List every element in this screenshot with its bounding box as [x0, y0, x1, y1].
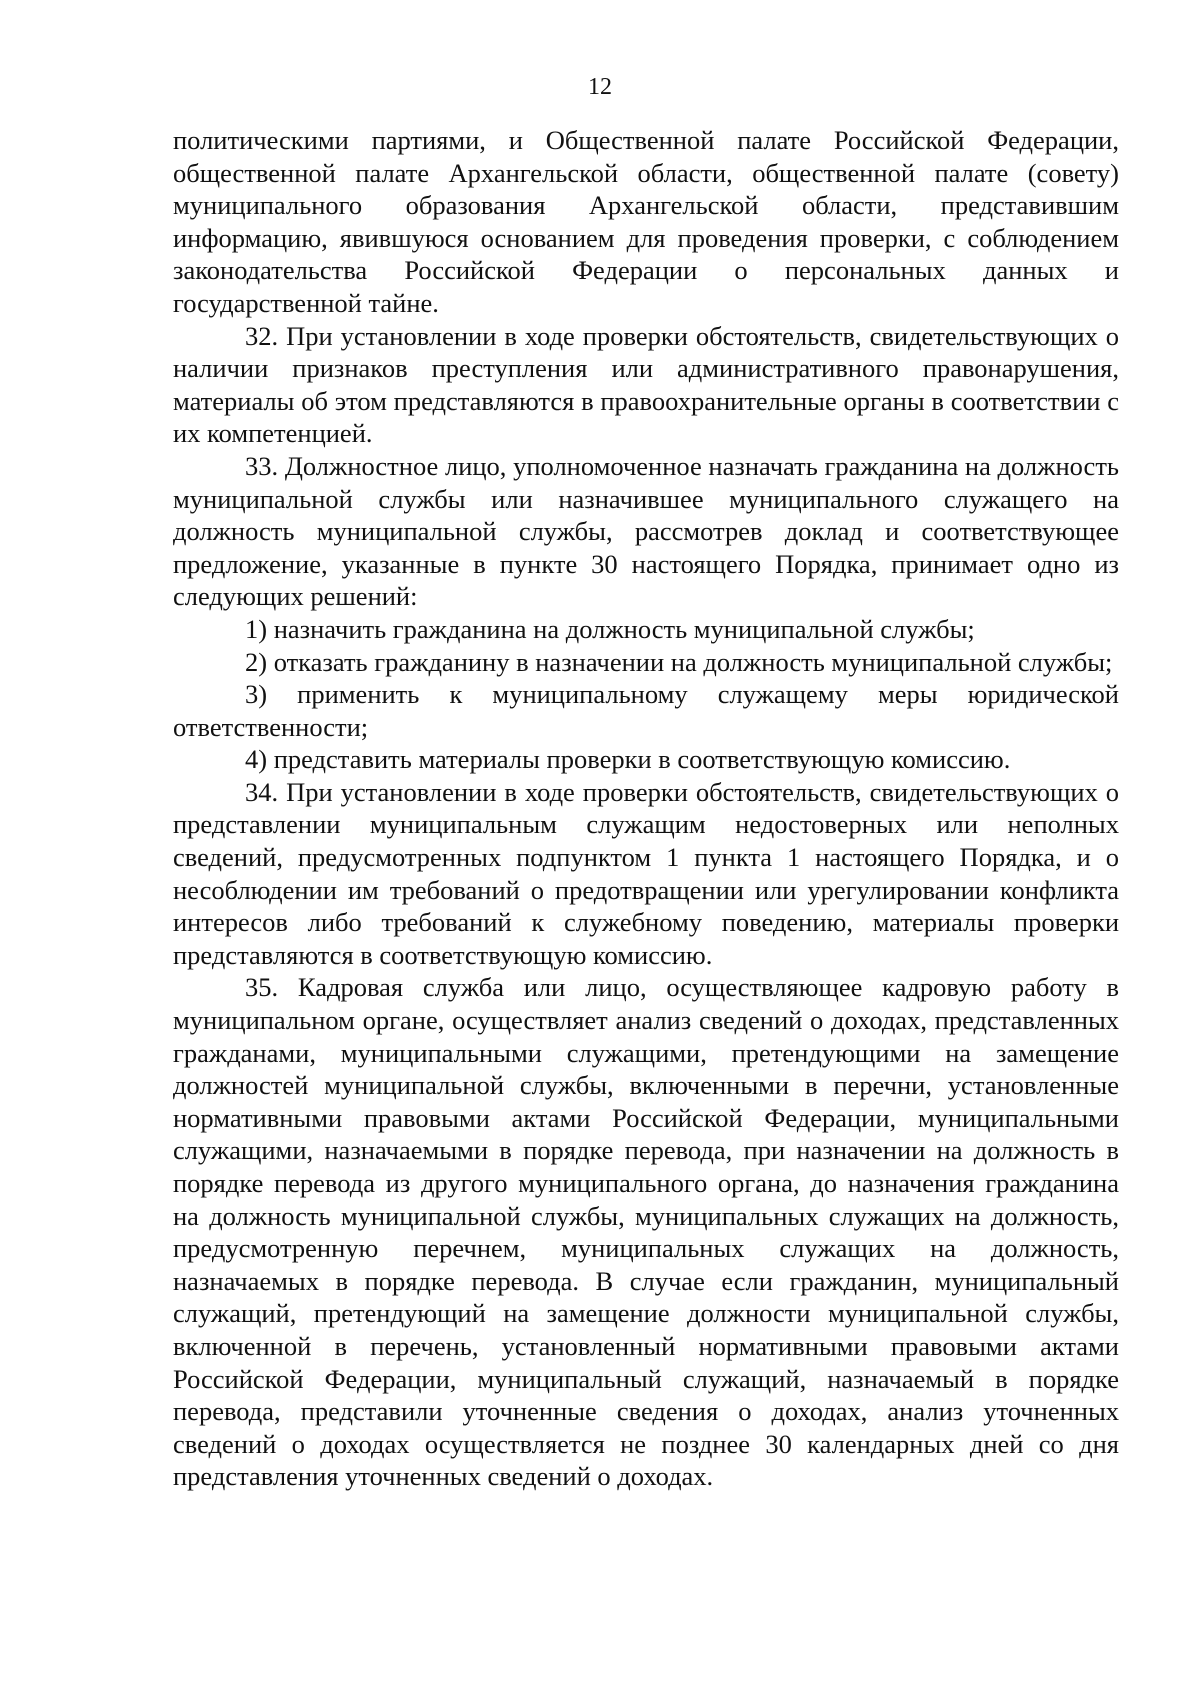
list-item-4: 4) представить материалы проверки в соответствующую комиссию. [245, 744, 1011, 775]
paragraph-35: 35. Кадровая служба или лицо, осуществляющее кадровую работу в муниципальном органе, осуществляет анализ сведений о доходах, представленных гражданами, муниципальными служащими, претендующими на замещение должностей муниципальной службы, включенными в перечни, установленные нормативными правовыми актами Российской Федерации, муниципальными служащими, назначаемыми в порядке перевода, при назначении на должность в порядке перевода из другого муниципального органа, до назначения гражданина на должность муниципальной службы, муниципальных служащих на должность, предусмотренную перечнем, муниципальных служащих на должность, назначаемых в порядке перевода. В случае если гражданин, муниципальный служащий, претендующий на замещение должности муниципальной службы, включенной в перечень, установленный нормативными правовыми актами Российской Федерации, муниципальный служащий, назначаемый в порядке перевода, представили уточненные сведения о доходах, анализ уточненных сведений о доходах осуществляется не позднее 30 календарных дней со дня представления уточненных сведений о доходах. [173, 972, 1119, 1492]
paragraph-continuation: политическими партиями, и Общественной палате Российской Федерации, общественной палате Архангельской области, общественной палате (совету) муниципального образования Архангельской области, представившим информацию, явившуюся основанием для проведения проверки, с соблюдением законодательства Российской Федерации о персональных данных и государственной тайне. [173, 125, 1119, 318]
document-body [173, 124, 1119, 1493]
list-item-3: 3) применить к муниципальному служащему меры юридической ответственности; [173, 679, 1119, 742]
paragraph-32: 32. При установлении в ходе проверки обстоятельств, свидетельствующих о наличии признаков преступления или административного правонарушения, материалы об этом представляются в правоохранительные органы в соответствии с их компетенцией. [173, 320, 1119, 449]
page-number: 12 [588, 74, 612, 100]
paragraph-33: 33. Должностное лицо, уполномоченное назначать гражданина на должность муниципальной службы или назначившее муниципального служащего на должность муниципальной службы, рассмотрев доклад и соответствующее предложение, указанные в пункте 30 настоящего Порядка, принимает одно из следующих решений: [173, 450, 1119, 612]
paragraph-34: 34. При установлении в ходе проверки обстоятельств, свидетельствующих о представлении муниципальным служащим недостоверных или неполных сведений, предусмотренных подпунктом 1 пункта 1 настоящего Порядка, и о несоблюдении им требований о предотвращении или урегулировании конфликта интересов либо требований к служебному поведению, материалы проверки представляются в соответствующую комиссию. [173, 776, 1119, 970]
list-item-1: 1) назначить гражданина на должность муниципальной службы; [245, 613, 975, 644]
list-item-2: 2) отказать гражданину в назначении на должность муниципальной службы; [245, 646, 1113, 677]
